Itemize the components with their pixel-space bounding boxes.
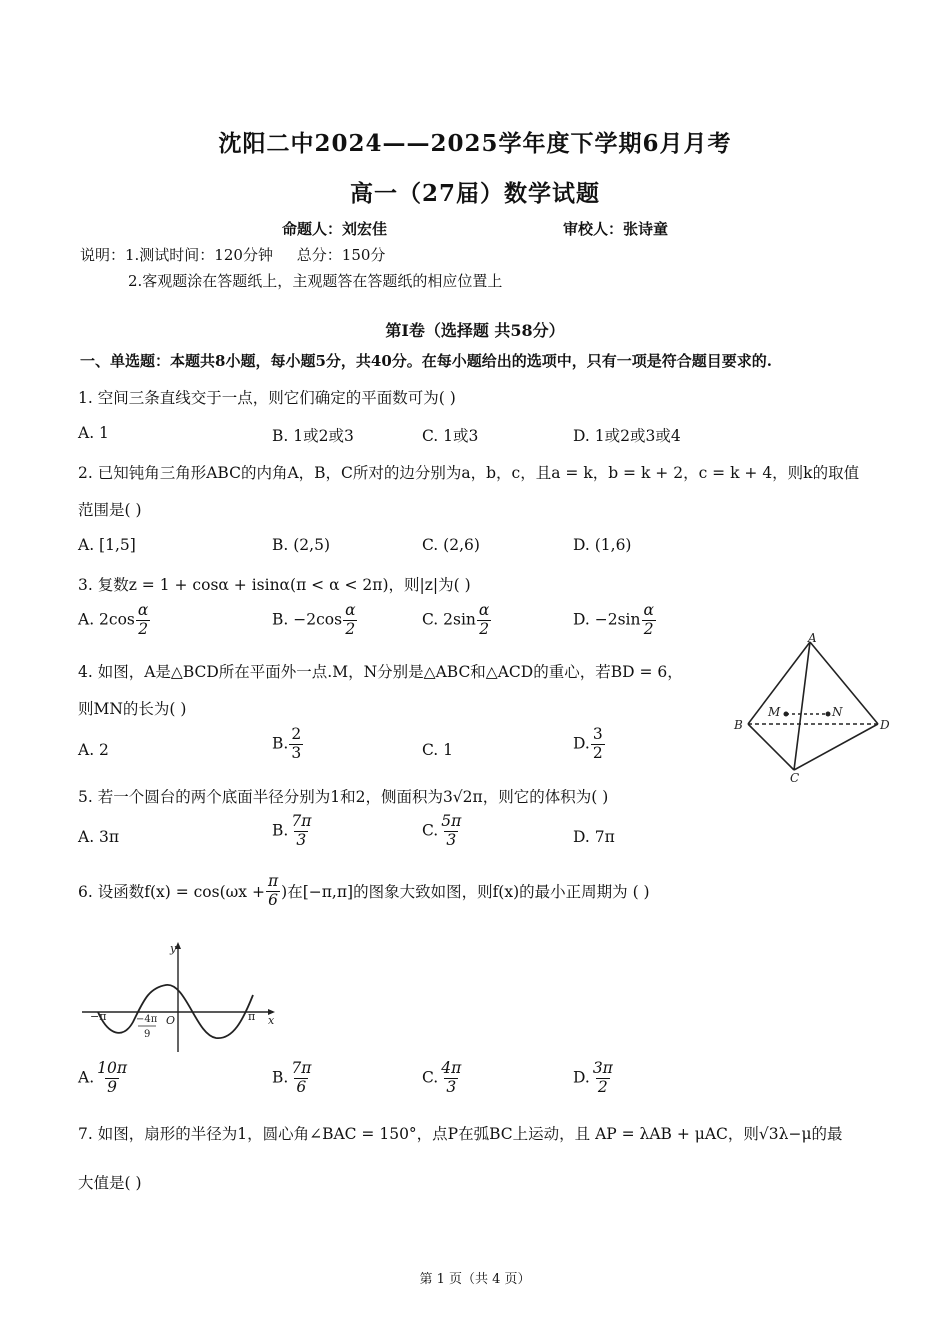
note-line-1: 说明：1.测试时间：120分钟 总分：150分 bbox=[80, 246, 386, 264]
question-4-stem-cont: 则MN的长为( ) bbox=[78, 700, 187, 718]
label-m: M bbox=[768, 705, 781, 719]
question-1-option-d: D. 1或2或3或4 bbox=[573, 427, 681, 445]
label-pi: π bbox=[248, 1010, 256, 1023]
question-2-stem: 2. 已知钝角三角形ABC的内角A，B，C所对的边分别为a，b，c，且a = k，b = k + 2，c = k + 4，则k的取值 bbox=[78, 464, 860, 482]
point-n bbox=[826, 712, 831, 717]
label-b: B bbox=[734, 718, 743, 732]
question-4-option-b: B. $\frac{2}{3}$ bbox=[272, 725, 302, 762]
note-line-2: 2.客观题涂在答题纸上，主观题答在答题纸的相应位置上 bbox=[128, 272, 503, 290]
question-5-stem: 5. 若一个圆台的两个底面半径分别为1和2，侧面积为3√2π，则它的体积为( ) bbox=[78, 788, 609, 806]
label-y: y bbox=[170, 942, 177, 955]
question-1-stem: 1. 空间三条直线交于一点，则它们确定的平面数可为( ) bbox=[78, 389, 456, 407]
question-4-option-a: A. 2 bbox=[78, 741, 109, 759]
question-1-option-b: B. 1或2或3 bbox=[272, 427, 354, 445]
section-title: 第Ⅰ卷（选择题 共58分） bbox=[385, 321, 565, 340]
question-2-option-d: D. (1,6) bbox=[573, 536, 632, 554]
question-7-stem: 7. 如图，扇形的半径为1，圆心角∠BAC = 150°，点P在弧BC上运动，且 AP = λAB + μAC，则√3λ−μ的最 bbox=[78, 1125, 843, 1143]
exam-subtitle: 高一（27届）数学试题 bbox=[349, 180, 600, 207]
question-5-option-d: D. 7π bbox=[573, 828, 615, 846]
question-7-stem-cont: 大值是( ) bbox=[78, 1174, 142, 1192]
label-a: A bbox=[808, 632, 817, 645]
question-5-option-b: B. $\frac{7\pi}{3}$ bbox=[272, 812, 312, 849]
author-line: 命题人：刘宏佳 bbox=[282, 220, 388, 238]
exam-title: 沈阳二中2024——2025学年度下学期6月月考 bbox=[218, 130, 732, 157]
question-6-option-d: D. $\frac{3\pi}{2}$ bbox=[573, 1059, 613, 1096]
point-m bbox=[784, 712, 789, 717]
question-1-option-c: C. 1或3 bbox=[422, 427, 479, 445]
question-3-stem: 3. 复数z = 1 + cosα + isinα(π < α < 2π)，则|z|为( ) bbox=[78, 576, 471, 594]
cosine-graph-figure bbox=[78, 940, 278, 1055]
question-4-option-c: C. 1 bbox=[422, 741, 454, 759]
question-6-option-c: C. $\frac{4\pi}{3}$ bbox=[422, 1059, 462, 1096]
label-neg-pi: −π bbox=[90, 1010, 107, 1023]
label-n: N bbox=[832, 705, 843, 719]
page-footer: 第 1 页（共 4 页） bbox=[419, 1272, 531, 1287]
question-4-option-d: D. $\frac{3}{2}$ bbox=[573, 725, 603, 762]
question-2-option-a: A. [1,5] bbox=[78, 536, 136, 554]
section-instruction: 一、单选题：本题共8小题，每小题5分，共40分。在每小题给出的选项中，只有一项是符合题目要求的. bbox=[80, 352, 772, 370]
label-origin: O bbox=[166, 1014, 176, 1027]
question-3-option-c: C. 2sin $\frac{\alpha}{2}$ bbox=[422, 601, 490, 638]
question-2-option-c: C. (2,6) bbox=[422, 536, 480, 554]
label-c: C bbox=[790, 771, 800, 784]
reviewer-line: 审校人：张诗童 bbox=[563, 220, 669, 238]
question-5-option-a: A. 3π bbox=[78, 828, 120, 846]
question-6-option-a: A. $\frac{10\pi}{9}$ bbox=[78, 1059, 128, 1096]
tetrahedron-figure bbox=[728, 632, 898, 784]
label-x: x bbox=[268, 1014, 275, 1027]
question-3-option-b: B. −2cos $\frac{\alpha}{2}$ bbox=[272, 601, 356, 638]
question-4-stem: 4. 如图，A是△BCD所在平面外一点.M，N分别是△ABC和△ACD的重心，若BD = 6， bbox=[78, 663, 683, 681]
question-5-option-c: C. $\frac{5\pi}{3}$ bbox=[422, 812, 462, 849]
label-tick-num: −4π bbox=[136, 1014, 158, 1025]
question-2-stem-cont: 范围是( ) bbox=[78, 501, 142, 519]
question-3-option-a: A. 2cos $\frac{\alpha}{2}$ bbox=[78, 601, 149, 638]
question-3-option-d: D. −2sin $\frac{\alpha}{2}$ bbox=[573, 601, 654, 638]
question-2-option-b: B. (2,5) bbox=[272, 536, 330, 554]
question-6-stem: 6. 设函数f(x) = cos(ωx + $\frac{\pi}{6}$ )在[−π,π]的图象大致如图，则f(x)的最小正周期为 ( ) bbox=[78, 872, 650, 909]
label-d: D bbox=[880, 718, 890, 732]
label-tick-den: 9 bbox=[144, 1029, 151, 1040]
question-1-option-a: A. 1 bbox=[78, 424, 109, 442]
question-6-option-b: B. $\frac{7\pi}{6}$ bbox=[272, 1059, 312, 1096]
